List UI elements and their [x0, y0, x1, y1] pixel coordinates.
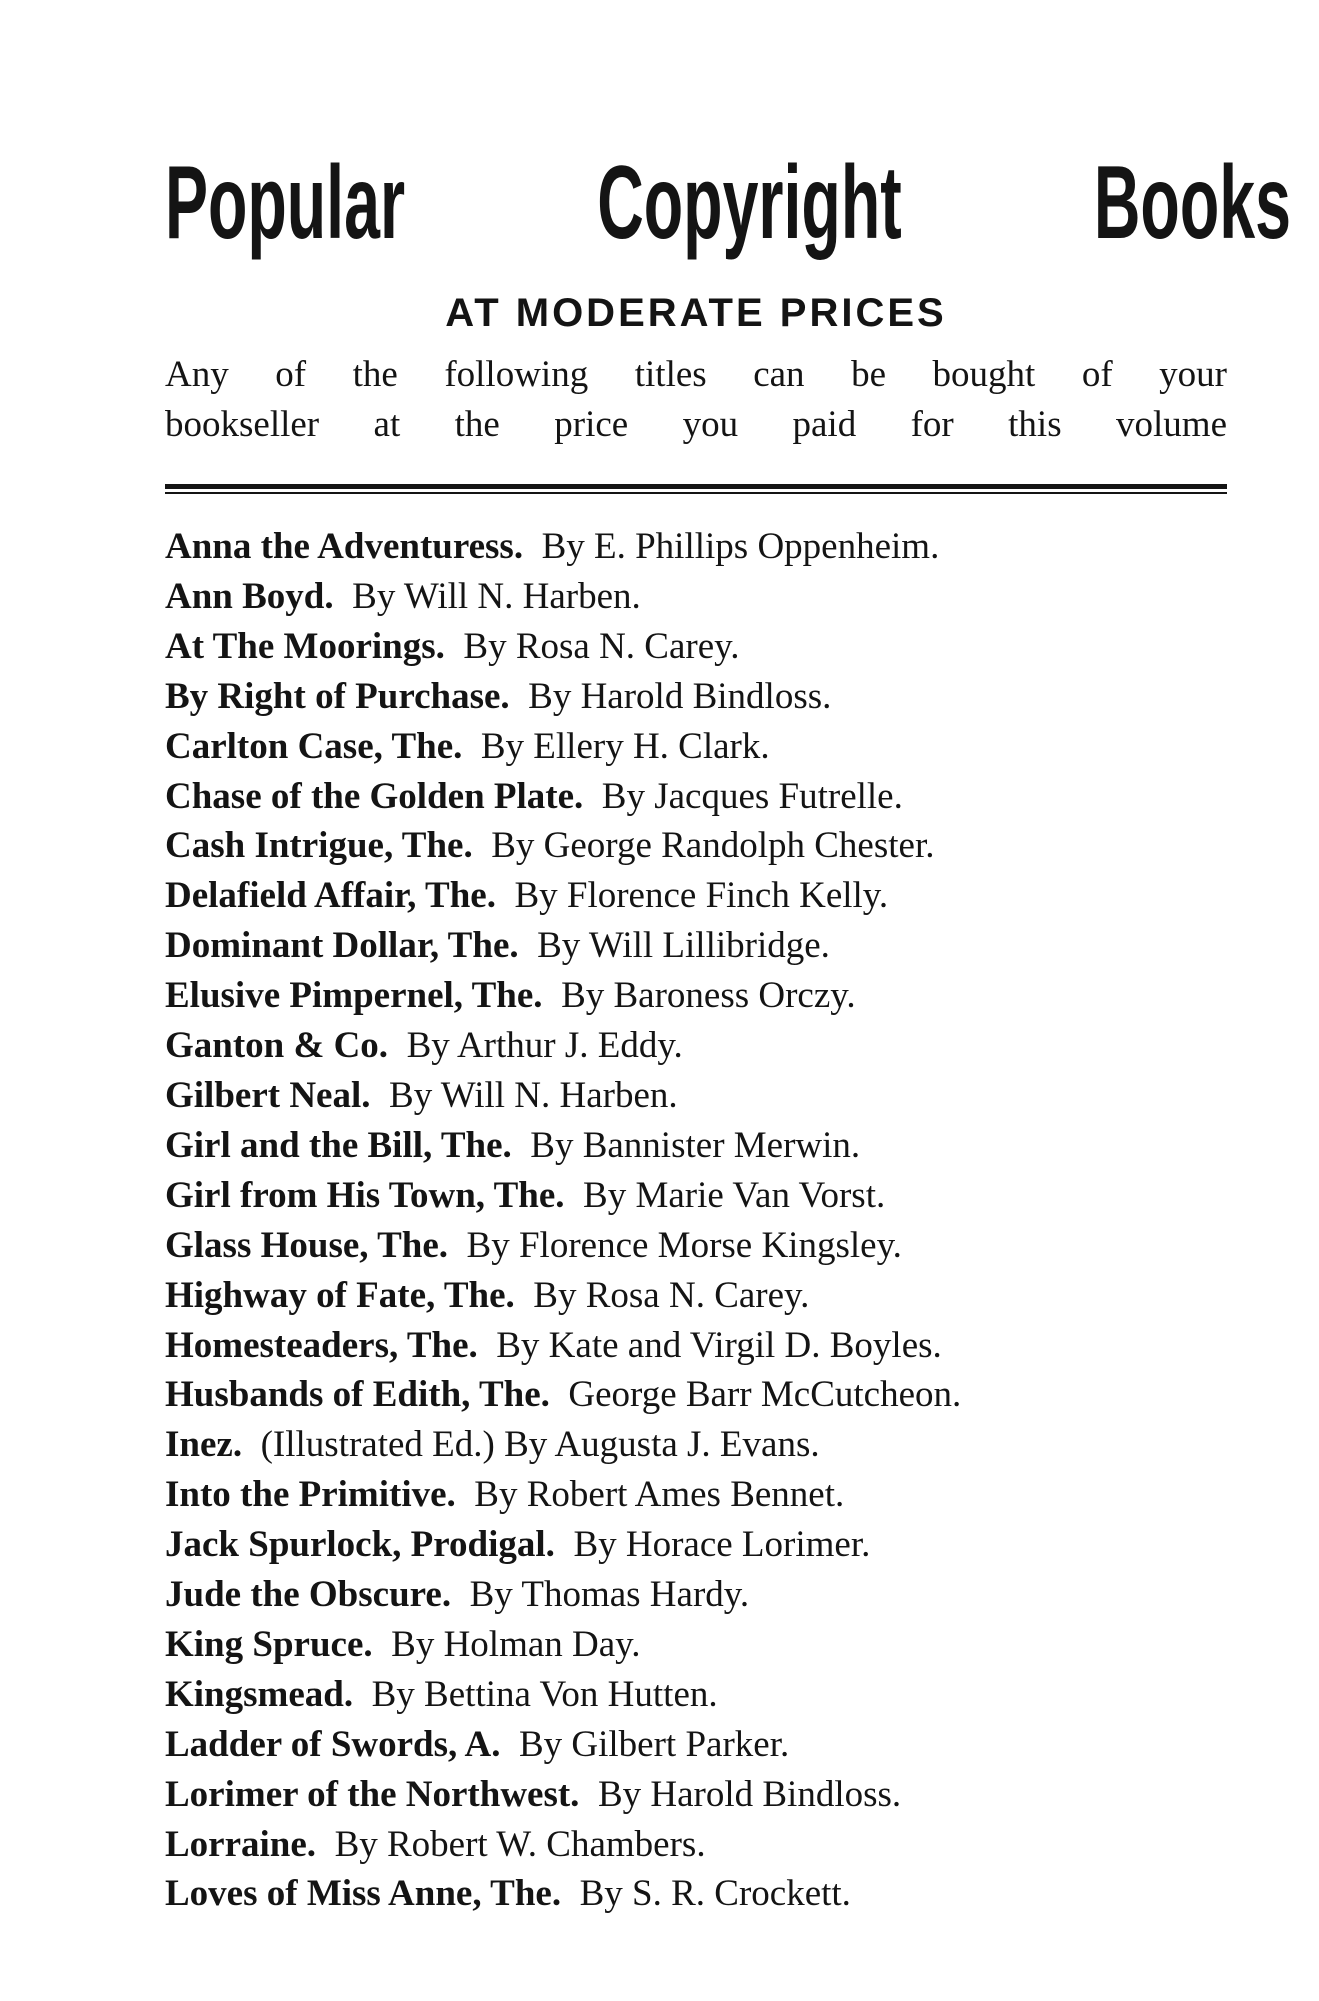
rule-thin — [165, 492, 1227, 494]
book-title: At The Moorings. — [165, 625, 445, 667]
book-title: Kingsmead. — [165, 1673, 354, 1715]
book-title: Chase of the Golden Plate. — [165, 775, 584, 817]
book-author: By Bettina Von Hutten. — [371, 1673, 718, 1715]
book-title: Homesteaders, The. — [165, 1324, 478, 1366]
page-title: Popular Copyright Books — [165, 145, 1291, 261]
book-author: By Ellery H. Clark. — [480, 725, 770, 767]
book-title: Anna the Adventuress. — [165, 526, 524, 567]
book-author: By Rosa N. Carey. — [533, 1274, 810, 1316]
book-list-item — [165, 1121, 1227, 1171]
book-title: Delafield Affair, The. — [165, 875, 496, 917]
book-author: By Robert Ames Bennet. — [474, 1474, 845, 1516]
book-list-item — [165, 1271, 1227, 1321]
page-subtitle: AT MODERATE PRICES — [445, 291, 947, 335]
book-title: Girl from His Town, The. — [165, 1174, 565, 1216]
book-title: Ganton & Co. — [165, 1025, 389, 1067]
book-list-item — [165, 622, 1227, 672]
book-author: By Thomas Hardy. — [469, 1574, 750, 1616]
book-author: By Florence Morse Kingsley. — [466, 1224, 902, 1266]
book-title: Glass House, The. — [165, 1224, 449, 1266]
book-title: Inez. — [165, 1424, 243, 1466]
book-list-item — [165, 672, 1227, 722]
book-list-item — [165, 1470, 1227, 1520]
book-title: Gilbert Neal. — [165, 1074, 371, 1116]
book-title: Elusive Pimpernel, The. — [165, 975, 543, 1017]
book-list-item — [165, 572, 1227, 622]
book-author: By E. Phillips Oppenheim. — [541, 526, 940, 567]
book-title: Ladder of Swords, A. — [165, 1723, 501, 1765]
book-author: By Horace Lorimer. — [573, 1524, 871, 1566]
intro-paragraph — [165, 350, 1227, 450]
book-list-item — [165, 772, 1227, 822]
book-list-item — [165, 1820, 1227, 1870]
book-title: Jack Spurlock, Prodigal. — [165, 1524, 555, 1566]
book-list-item — [165, 1420, 1227, 1470]
book-author: By Will N. Harben. — [352, 575, 641, 617]
book-title: Cash Intrigue, The. — [165, 825, 473, 867]
book-author: By Holman Day. — [391, 1623, 641, 1665]
book-list-item — [165, 1171, 1227, 1221]
book-list-item — [165, 522, 1227, 572]
book-list-item — [165, 1221, 1227, 1271]
book-title: Lorimer of the Northwest. — [165, 1773, 580, 1815]
book-author: By Marie Van Vorst. — [583, 1174, 886, 1216]
book-list-item — [165, 1071, 1227, 1121]
book-author: By Bannister Merwin. — [530, 1124, 861, 1166]
book-author: By Harold Bindloss. — [528, 675, 832, 717]
book-list — [165, 522, 1227, 1919]
book-list-item — [165, 1520, 1227, 1570]
book-list-item — [165, 1620, 1227, 1670]
book-title: Jude the Obscure. — [165, 1574, 452, 1616]
book-author: By Baroness Orczy. — [561, 975, 856, 1017]
book-title: By Right of Purchase. — [165, 675, 510, 717]
book-list-item — [165, 722, 1227, 772]
intro-line-1: Any of the following titles can be bought of your — [165, 354, 1227, 395]
advertisement-page — [165, 128, 1291, 1919]
book-author: By Will Lillibridge. — [537, 925, 830, 967]
book-list-item — [165, 1021, 1227, 1071]
book-author: By Rosa N. Carey. — [463, 625, 740, 667]
book-list-item — [165, 871, 1227, 921]
book-author: By Kate and Virgil D. Boyles. — [496, 1324, 942, 1366]
book-title: Husbands of Edith, The. — [165, 1374, 550, 1416]
book-author: By Robert W. Chambers. — [334, 1823, 706, 1865]
book-title: Girl and the Bill, The. — [165, 1124, 512, 1166]
book-author: By Will N. Harben. — [389, 1074, 678, 1116]
book-author: By S. R. Crockett. — [579, 1873, 851, 1915]
book-list-item — [165, 1321, 1227, 1371]
book-list-item — [165, 1670, 1227, 1720]
book-author: (Illustrated Ed.) By Augusta J. Evans. — [260, 1424, 820, 1466]
rule-thick — [165, 484, 1227, 489]
book-list-item — [165, 821, 1227, 871]
book-author: By George Randolph Chester. — [491, 825, 935, 867]
book-author: By Gilbert Parker. — [518, 1723, 790, 1765]
book-list-item — [165, 971, 1227, 1021]
book-author: By Jacques Futrelle. — [601, 775, 903, 817]
book-author: George Barr McCutcheon. — [568, 1374, 962, 1416]
book-list-item — [165, 1720, 1227, 1770]
double-rule-divider — [165, 484, 1227, 494]
book-list-item — [165, 1770, 1227, 1820]
book-list-item — [165, 921, 1227, 971]
book-title: Dominant Dollar, The. — [165, 925, 519, 967]
book-title: Highway of Fate, The. — [165, 1274, 515, 1316]
book-title: Loves of Miss Anne, The. — [165, 1873, 562, 1915]
book-author: By Harold Bindloss. — [597, 1773, 902, 1815]
book-title: Lorraine. — [165, 1823, 317, 1865]
book-title: Into the Primitive. — [165, 1474, 456, 1516]
book-list-item — [165, 1869, 1227, 1919]
intro-line-2: bookseller at the price you paid for this volume — [165, 404, 1227, 445]
book-title: Carlton Case, The. — [165, 725, 463, 767]
book-list-item — [165, 1570, 1227, 1620]
book-title: Ann Boyd. — [165, 575, 334, 617]
book-list-item — [165, 1370, 1227, 1420]
book-author: By Arthur J. Eddy. — [406, 1025, 683, 1067]
book-title: King Spruce. — [165, 1623, 373, 1665]
book-author: By Florence Finch Kelly. — [514, 875, 889, 917]
